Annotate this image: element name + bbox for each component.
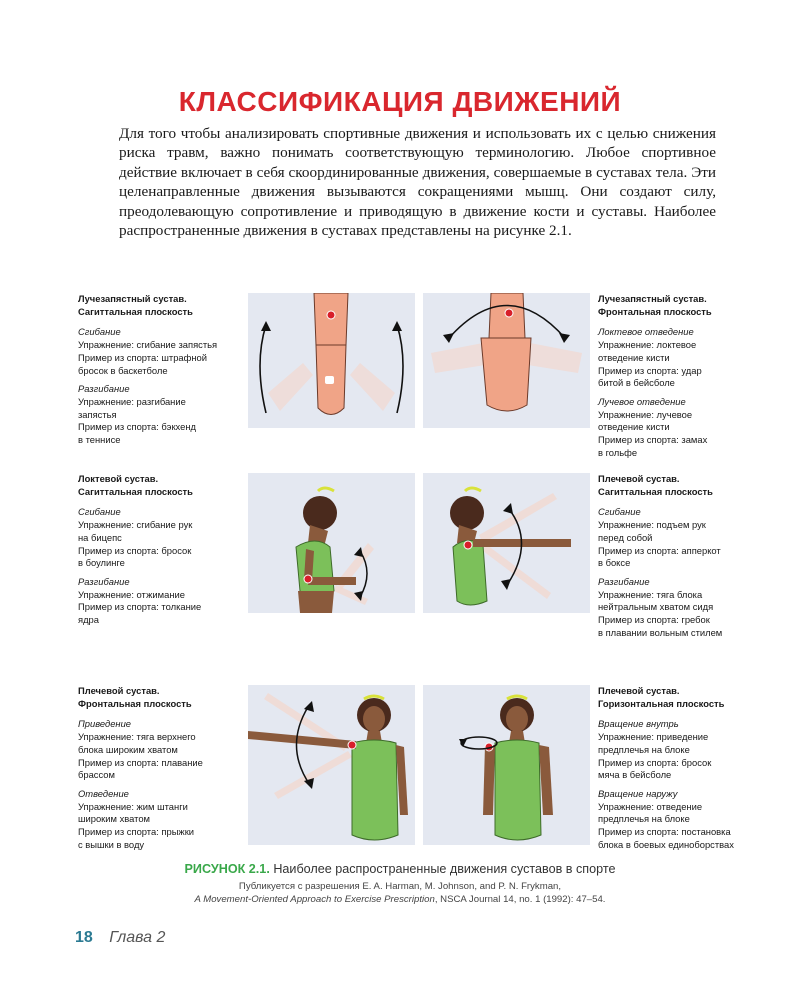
exercise-line: Упражнение: жим штанги [78,800,188,812]
illustration-shoulder-rotation [423,685,590,845]
movement-name: Сгибание [78,506,121,518]
exercise-line: отведение кисти [598,421,670,433]
sport-line: Пример из спорта: апперкот [598,544,721,556]
exercise-line: Упражнение: приведение [598,731,709,743]
exercise-line: Упражнение: сгибание запястья [78,339,218,351]
sport-line: Пример из спорта: постановка [598,826,731,838]
block-plane: Фронтальная плоскость [598,305,712,317]
figure-label: РИСУНОК 2.1. [184,862,270,876]
sport-line: Пример из спорта: бросок [78,544,192,556]
block-shoulder-horizontal [598,685,778,851]
block-plane: Фронтальная плоскость [78,697,192,709]
movement-name: Разгибание [78,383,130,395]
sport-line: бросок в баскетболе [78,364,168,376]
sport-line: блока в боевых единоборствах [598,838,734,850]
block-shoulder-sagittal [598,473,773,639]
sport-line: Пример из спорта: толкание [78,601,202,613]
page-title: КЛАССИФИКАЦИЯ ДВИЖЕНИЙ [178,86,622,117]
movement-name: Сгибание [598,506,641,518]
credit-line: Публикуется с разрешения E. A. Harman, M. Johnson, and P. N. Frykman, [238,881,562,892]
exercise-line: предплечья на блоке [598,743,690,755]
block-heading: Лучезапястный сустав. [598,293,707,304]
exercise-line: отведение кисти [598,351,670,363]
block-heading: Плечевой сустав. [598,685,680,696]
exercise-line: Упражнение: локтевое [598,339,697,351]
sport-line: Пример из спорта: удар [598,364,702,376]
chapter-label: Глава 2 [109,929,166,946]
block-plane: Горизонтальная плоскость [598,697,725,709]
movement-name: Разгибание [78,575,130,587]
sport-line: в боксе [598,557,631,569]
illustration-wrist-flexion-extension [248,293,415,428]
block-heading: Плечевой сустав. [78,685,160,696]
sport-line: Пример из спорта: бэкхенд [78,421,196,433]
sport-line: ядра [78,614,99,626]
illustration-wrist-deviation [423,293,590,428]
block-wrist-frontal [598,293,773,459]
sport-line: брассом [78,769,115,781]
movement-name: Лучевое отведение [598,395,686,407]
page-footer [75,929,165,947]
journal-reference: , NSCA Journal 14, no. 1 (1992): 47–54. [434,894,606,905]
illustration-shoulder-abduction [248,685,415,845]
exercise-line: широким хватом [78,813,150,825]
sport-line: Пример из спорта: штрафной [78,351,207,363]
exercise-line: блока широким хватом [78,743,178,755]
movement-name: Отведение [78,787,129,799]
block-heading: Плечевой сустав. [598,473,680,484]
sport-line: Пример из спорта: плавание [78,756,203,768]
sport-line: в боулинге [78,557,125,569]
exercise-line: перед собой [598,531,653,543]
block-wrist-sagittal [78,293,243,447]
journal-article-title: A Movement-Oriented Approach to Exercise Prescription [194,894,435,905]
block-shoulder-frontal [78,685,243,851]
exercise-line: Упражнение: отведение [598,800,703,812]
movement-name: Вращение внутрь [598,718,679,730]
illustration-shoulder-flexion [423,473,590,613]
movement-name: Разгибание [598,575,650,587]
exercise-line: Упражнение: сгибание рук [78,519,193,531]
sport-line: Пример из спорта: гребок [598,614,710,626]
movement-name: Локтевое отведение [598,326,694,338]
block-plane: Сагиттальная плоскость [598,485,713,497]
sport-line: Пример из спорта: бросок [598,756,712,768]
sport-line: в теннисе [78,434,121,446]
sport-line: в плавании вольным стилем [598,626,723,638]
exercise-line: Упражнение: лучевое [598,408,693,420]
sport-line: Пример из спорта: прыжки [78,826,195,838]
exercise-line: Упражнение: разгибание [78,395,186,407]
exercise-line: предплечья на блоке [598,813,690,825]
exercise-line: нейтральным хватом сидя [598,601,714,613]
block-heading: Локтевой сустав. [78,473,159,484]
exercise-line: Упражнение: отжимание [78,588,185,600]
sport-line: Пример из спорта: замах [598,434,708,446]
figure-caption [0,862,800,876]
exercise-line: Упражнение: подъем рук [598,519,706,531]
sport-line: с вышки в воду [78,838,145,850]
movement-name: Сгибание [78,326,121,338]
block-plane: Сагиттальная плоскость [78,305,193,317]
movement-name: Приведение [78,718,131,730]
block-elbow-sagittal [78,473,243,627]
figure-text: Наиболее распространенные движения суставов в спорте [273,862,616,876]
block-heading: Лучезапястный сустав. [78,293,187,304]
illustration-elbow-flexion [248,473,415,613]
block-plane: Сагиттальная плоскость [78,485,193,497]
sport-line: битой в бейсболе [598,377,675,389]
sport-line: в гольфе [598,446,638,458]
sport-line: мяча в бейсболе [598,769,672,781]
exercise-line: Упражнение: тяга блока [598,588,703,600]
exercise-line: Упражнение: тяга верхнего [78,731,196,743]
movement-name: Вращение наружу [598,787,678,799]
intro-paragraph: Для того чтобы анализировать спортивные движения и использовать их с целью снижения риска травм, важно понимать соответствующую терминологию. Любое спортивное действие включает в себя скоординированные движения, совершаемые в суставах тела. Эти целенаправленные движения вызываются сокращениями мышц. Они создают силу, преодолевающую сопротивление и приводящую в движение кости и суставы. Наиболее распространенные движения в суставах представлены на рисунке 2.1. [119,125,716,240]
exercise-line: на бицепс [78,531,122,543]
page-number: 18 [75,929,93,946]
exercise-line: запястья [78,408,117,420]
credit-line-2 [0,894,800,905]
